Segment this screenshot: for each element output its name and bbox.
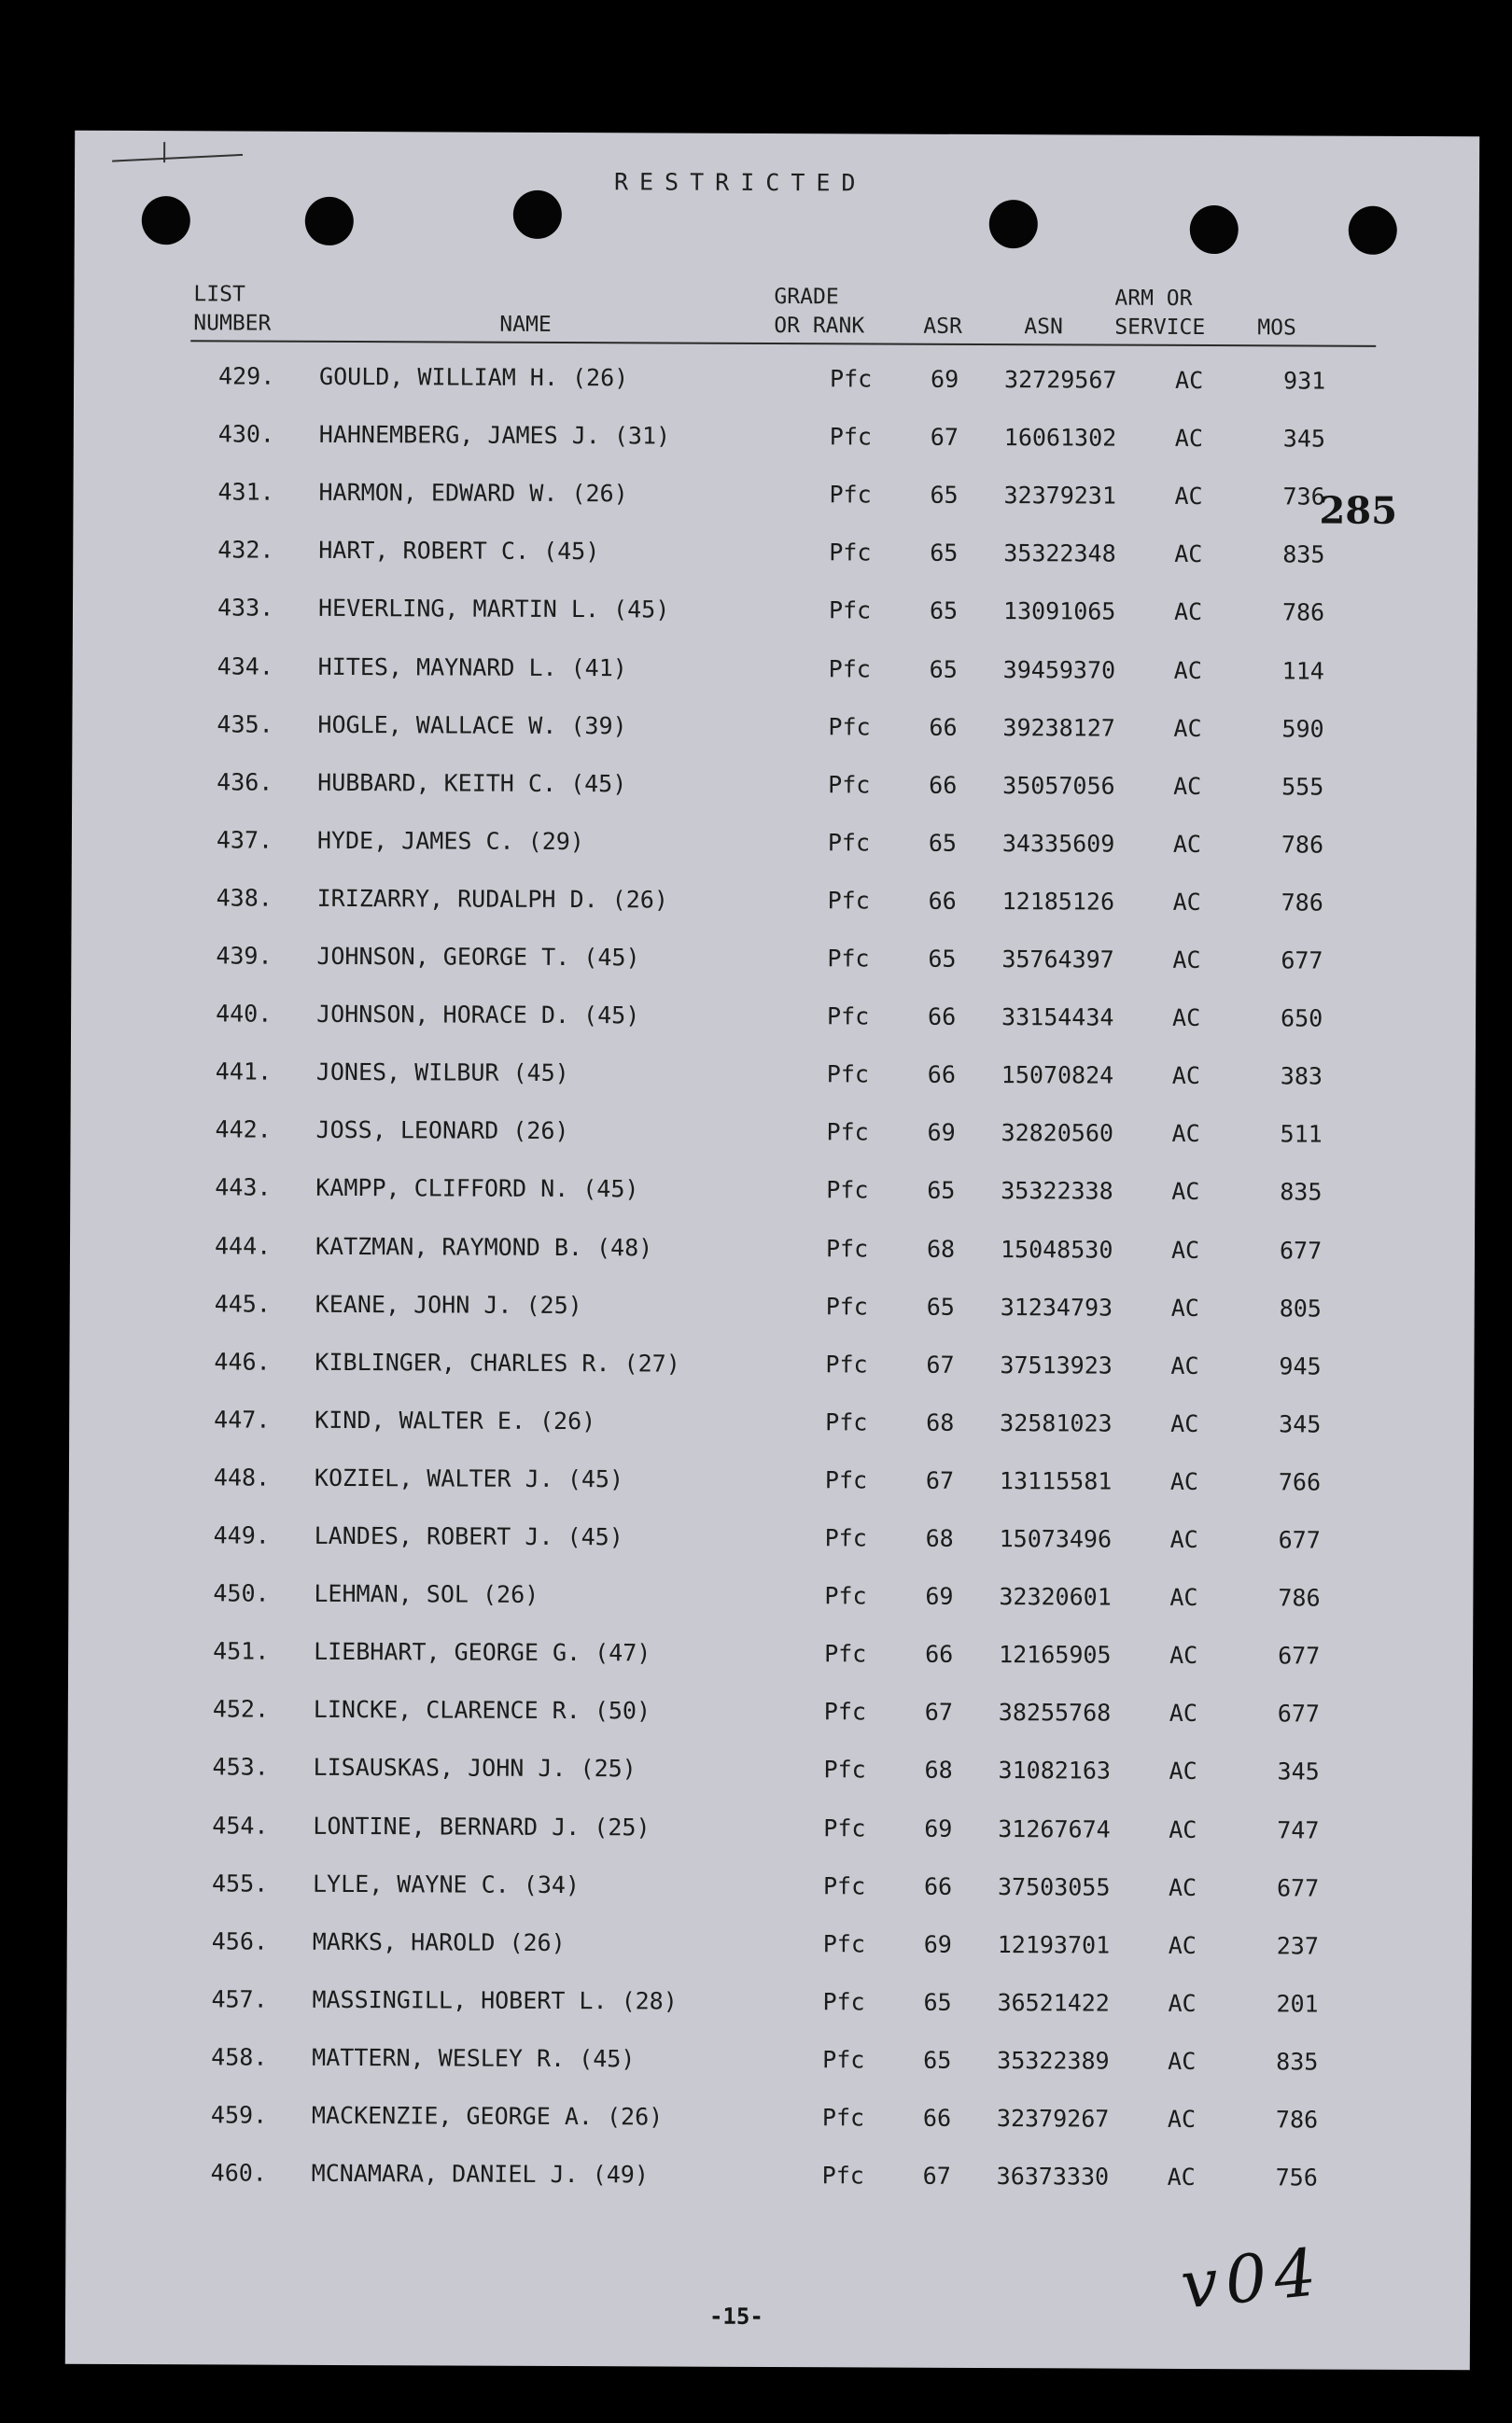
asn-cell: 35322338 [1001,1177,1113,1205]
name-cell: LIEBHART, GEORGE G. (47) [314,1637,651,1667]
mos-cell: 237 [1276,1932,1319,1960]
table-row [68,1637,1473,1681]
asn-cell: 13115581 [999,1467,1113,1495]
list-number-cell: 458. [211,2043,268,2071]
asn-cell: 36521422 [997,1989,1110,2017]
arm-service-cell: AC [1170,1352,1199,1380]
table-row [72,826,1477,870]
mos-cell: 677 [1279,1237,1323,1265]
table-row [74,362,1478,406]
table-row [70,1290,1475,1334]
table-row [68,1579,1473,1623]
table-row [67,1753,1472,1797]
asn-cell: 16061302 [1003,424,1117,452]
arm-service-cell: AC [1169,1467,1199,1495]
list-number-cell: 460. [210,2159,267,2187]
grade-rank-cell: Pfc [824,1524,867,1552]
asr-cell: 67 [924,1698,954,1726]
arm-service-cell: AC [1171,1061,1200,1089]
mos-cell: 677 [1278,1526,1321,1554]
list-number-cell: 456. [211,1927,269,1955]
name-cell: KEANE, JOHN J. (25) [315,1290,582,1320]
punch-hole [989,200,1038,248]
list-number-cell: 437. [216,826,273,854]
classification-title: RESTRICTED [613,168,867,197]
mos-cell: 677 [1277,1700,1321,1728]
list-number-cell: 436. [217,768,273,796]
asn-cell: 35764397 [1001,945,1114,973]
asn-cell: 32320601 [999,1583,1112,1611]
name-cell: MACKENZIE, GEORGE A. (26) [311,2101,664,2131]
col-header-list-number: LIST NUMBER [193,282,272,336]
table-row [69,1521,1474,1565]
list-number-cell: 444. [214,1232,272,1260]
arm-service-cell: AC [1172,1003,1201,1031]
margin-scribble [163,142,165,162]
mos-cell: 555 [1281,773,1324,801]
mos-cell: 383 [1280,1062,1323,1090]
name-cell: LANDES, ROBERT J. (45) [314,1521,623,1551]
punch-hole [513,190,562,239]
name-cell: HYDE, JAMES C. (29) [316,826,584,856]
list-number-cell: 435. [217,710,273,738]
list-number-cell: 440. [216,1000,273,1028]
asn-cell: 32729567 [1004,366,1117,394]
grade-rank-cell: Pfc [829,481,872,509]
mos-cell: 736 [1282,483,1325,511]
mos-cell: 945 [1279,1352,1322,1380]
table-row [73,536,1477,580]
grade-rank-cell: Pfc [827,1002,870,1030]
grade-rank-cell: Pfc [827,945,870,973]
grade-rank-cell: Pfc [822,1988,865,2016]
list-number-cell: 452. [212,1695,270,1723]
asr-cell: 66 [923,1872,953,1900]
grade-rank-cell: Pfc [824,1582,867,1610]
col-header-asr: ASR [923,314,962,339]
table-row [71,1057,1476,1101]
asn-cell: 37513923 [1000,1352,1113,1380]
table-row [66,2159,1471,2203]
mos-cell: 786 [1281,889,1323,917]
asn-cell: 31082163 [998,1757,1112,1785]
stamp-number: 285 [1319,488,1398,533]
mos-cell: 786 [1281,831,1324,859]
asn-cell: 38255768 [998,1699,1112,1727]
name-cell: MASSINGILL, HOBERT L. (28) [312,1985,678,2015]
table-row [73,594,1477,637]
arm-service-cell: AC [1172,830,1202,859]
asr-cell: 66 [927,1060,956,1088]
grade-rank-cell: Pfc [824,1466,868,1494]
name-cell: KAMPP, CLIFFORD N. (45) [315,1173,639,1203]
table-row [69,1348,1474,1392]
list-number-cell: 448. [213,1464,271,1492]
asr-cell: 66 [925,1640,954,1668]
mos-cell: 805 [1279,1295,1322,1323]
arm-service-cell: AC [1171,1119,1200,1147]
arm-service-cell: AC [1169,1525,1198,1553]
name-cell: HOGLE, WALLACE W. (39) [317,710,627,740]
grade-rank-cell: Pfc [821,2162,864,2190]
list-number-cell: 442. [215,1115,272,1143]
table-row [71,1000,1476,1043]
mos-cell: 747 [1277,1816,1320,1844]
asr-cell: 68 [926,1408,955,1436]
list-number-cell: 443. [215,1173,272,1201]
grade-rank-cell: Pfc [826,1176,869,1204]
punch-hole [1349,206,1397,255]
grade-rank-cell: Pfc [828,596,872,624]
arm-service-cell: AC [1170,1409,1199,1437]
grade-rank-cell: Pfc [825,1293,868,1321]
arm-service-cell: AC [1167,2163,1196,2191]
name-cell: HEVERLING, MARTIN L. (45) [317,594,670,623]
grade-rank-cell: Pfc [821,2104,865,2132]
mos-cell: 786 [1278,1584,1321,1612]
asn-cell: 35322348 [1003,539,1116,567]
list-number-cell: 459. [210,2101,268,2129]
asr-cell: 65 [929,596,959,624]
asr-cell: 65 [928,945,957,973]
mos-cell: 590 [1281,715,1324,743]
list-number-cell: 455. [211,1870,269,1898]
list-number-cell: 457. [211,1985,268,2013]
grade-rank-cell: Pfc [826,1118,869,1146]
col-header-name: NAME [499,312,552,337]
arm-service-cell: AC [1168,1873,1197,1901]
mos-cell: 835 [1280,1178,1323,1206]
table-row [66,2043,1471,2087]
col-header-asn: ASN [1024,315,1063,340]
grade-rank-cell: Pfc [828,771,871,799]
asn-cell: 13091065 [1002,597,1116,625]
grade-rank-cell: Pfc [829,423,873,451]
asr-cell: 67 [930,423,959,451]
asn-cell: 32379231 [1003,482,1117,510]
name-cell: JOSS, LEONARD (26) [315,1115,569,1145]
asn-cell: 31267674 [998,1815,1111,1843]
asn-cell: 32820560 [1001,1119,1114,1147]
grade-rank-cell: Pfc [822,1872,866,1900]
handwritten-mark: v04 [1177,2233,1327,2324]
asn-cell: 35057056 [1002,772,1115,800]
grade-rank-cell: Pfc [826,1060,870,1088]
name-cell: HART, ROBERT C. (45) [318,536,600,566]
mos-cell: 114 [1281,657,1324,685]
grade-rank-cell: Pfc [822,2046,865,2074]
name-cell: KIBLINGER, CHARLES R. (27) [315,1348,680,1378]
table-row [67,1812,1472,1856]
grade-rank-cell: Pfc [830,365,873,393]
grade-rank-cell: Pfc [828,655,871,683]
asn-cell: 15073496 [999,1525,1113,1553]
asr-cell: 68 [924,1756,953,1784]
margin-scribble [112,154,243,162]
asr-cell: 67 [925,1466,955,1494]
asn-cell: 31234793 [1000,1294,1113,1322]
list-number-cell: 441. [215,1057,273,1085]
asn-cell: 32379267 [996,2105,1110,2133]
arm-service-cell: AC [1172,888,1201,917]
asr-cell: 68 [926,1235,956,1263]
asr-cell: 69 [923,1930,952,1958]
grade-rank-cell: Pfc [825,1351,868,1379]
grade-rank-cell: Pfc [827,887,870,915]
asn-cell: 12185126 [1001,888,1115,916]
asr-cell: 69 [924,1814,953,1842]
mos-cell: 677 [1276,1874,1320,1902]
arm-service-cell: AC [1168,2047,1197,2075]
grade-rank-cell: Pfc [828,713,871,741]
list-number-cell: 450. [213,1579,270,1607]
name-cell: JOHNSON, GEORGE T. (45) [316,942,640,972]
mos-cell: 835 [1276,2048,1319,2076]
asr-cell: 66 [922,2104,952,2132]
mos-cell: 511 [1280,1120,1323,1148]
list-number-cell: 451. [213,1637,270,1665]
table-row [73,478,1477,522]
list-number-cell: 430. [217,420,275,448]
arm-service-cell: AC [1172,945,1201,973]
document-page [65,131,1479,2371]
arm-service-cell: AC [1168,1989,1197,2017]
table-row [67,1870,1472,1913]
arm-service-cell: AC [1169,1641,1198,1669]
grade-rank-cell: Pfc [827,829,871,857]
name-cell: LEHMAN, SOL (26) [314,1579,539,1608]
mos-cell: 835 [1282,540,1325,568]
name-cell: HAHNEMBERG, JAMES J. (31) [318,420,671,450]
table-row [74,420,1478,464]
asn-cell: 34335609 [1001,830,1115,858]
name-cell: KIND, WALTER E. (26) [315,1406,596,1436]
asn-cell: 12165905 [999,1641,1112,1669]
name-cell: LISAUSKAS, JOHN J. (25) [313,1753,637,1783]
mos-cell: 345 [1277,1758,1320,1786]
arm-service-cell: AC [1173,656,1202,685]
asn-cell: 35322389 [997,2047,1110,2075]
mos-cell: 677 [1278,1642,1321,1670]
list-number-cell: 439. [216,942,273,970]
mos-cell: 786 [1281,598,1325,626]
name-cell: LONTINE, BERNARD J. (25) [313,1812,651,1842]
name-cell: LINCKE, CLARENCE R. (50) [313,1695,651,1725]
asr-cell: 66 [928,887,957,915]
arm-service-cell: AC [1174,539,1203,568]
asr-cell: 69 [931,365,959,393]
table-row [71,942,1476,986]
mos-cell: 201 [1276,1990,1319,2018]
col-header-mos: MOS [1257,315,1296,341]
table-row [67,1927,1472,1971]
table-row [73,652,1477,696]
asr-cell: 65 [927,1176,956,1204]
name-cell: KATZMAN, RAYMOND B. (48) [315,1232,653,1262]
grade-rank-cell: Pfc [825,1235,869,1263]
name-cell: MATTERN, WESLEY R. (45) [312,2043,636,2073]
asr-cell: 66 [929,713,958,741]
asr-cell: 65 [928,829,958,857]
asr-cell: 66 [928,1002,957,1030]
asn-cell: 15070824 [1001,1061,1114,1089]
mos-cell: 756 [1275,2164,1318,2192]
asr-cell: 66 [929,771,958,799]
table-row [70,1173,1475,1217]
asr-cell: 65 [923,2046,952,2074]
arm-service-cell: AC [1175,366,1204,395]
asn-cell: 15048530 [1000,1236,1113,1264]
arm-service-cell: AC [1174,424,1203,453]
arm-service-cell: AC [1174,482,1203,511]
asr-cell: 65 [930,539,959,567]
arm-service-cell: AC [1169,1757,1197,1785]
name-cell: JONES, WILBUR (45) [315,1057,569,1087]
list-number-cell: 453. [212,1753,269,1781]
arm-service-cell: AC [1167,2105,1197,2133]
asn-cell: 39238127 [1002,714,1115,742]
page-number: -15- [708,2303,763,2330]
table-row [69,1464,1474,1507]
asr-cell: 68 [925,1524,954,1552]
name-cell: JOHNSON, HORACE D. (45) [316,1000,640,1029]
table-row [68,1695,1473,1739]
mos-cell: 786 [1275,2106,1319,2134]
grade-rank-cell: Pfc [824,1640,867,1668]
name-cell: HARMON, EDWARD W. (26) [318,478,628,508]
table-row [72,768,1477,812]
grade-rank-cell: Pfc [825,1408,868,1436]
arm-service-cell: AC [1169,1815,1197,1843]
asn-cell: 39459370 [1002,656,1116,684]
asn-cell: 33154434 [1001,1003,1114,1031]
arm-service-cell: AC [1169,1699,1198,1727]
punch-hole [142,196,190,245]
arm-service-cell: AC [1168,1931,1197,1959]
asr-cell: 67 [926,1351,955,1379]
asn-cell: 36373330 [996,2163,1110,2191]
name-cell: HUBBARD, KEITH C. (45) [317,768,627,798]
list-number-cell: 449. [213,1521,270,1549]
table-row [70,1115,1475,1159]
table-row [66,2101,1471,2145]
asn-cell: 32581023 [1000,1409,1113,1437]
asr-cell: 69 [925,1582,954,1610]
arm-service-cell: AC [1170,1294,1199,1322]
arm-service-cell: AC [1171,1177,1200,1205]
mos-cell: 650 [1281,1004,1323,1032]
list-number-cell: 431. [217,478,274,506]
arm-service-cell: AC [1173,714,1202,743]
table-row [66,1985,1471,2029]
mos-cell: 345 [1282,425,1326,453]
name-cell: KOZIEL, WALTER J. (45) [314,1464,624,1493]
asr-cell: 67 [922,2162,951,2190]
list-number-cell: 445. [214,1290,272,1318]
mos-cell: 677 [1281,946,1323,974]
asr-cell: 65 [930,481,959,509]
arm-service-cell: AC [1170,1236,1200,1264]
name-cell: LYLE, WAYNE C. (34) [312,1870,581,1899]
arm-service-cell: AC [1173,772,1202,801]
list-number-cell: 446. [214,1348,271,1376]
table-row [72,710,1477,754]
asn-cell: 37503055 [997,1873,1111,1901]
list-number-cell: 433. [217,594,274,622]
arm-service-cell: AC [1173,597,1203,626]
name-cell: HITES, MAYNARD L. (41) [317,652,627,682]
grade-rank-cell: Pfc [829,539,872,567]
table-row [72,884,1477,928]
table-row [70,1232,1475,1276]
name-cell: MCNAMARA, DANIEL J. (49) [311,2159,649,2189]
col-header-grade-rank: GRADE OR RANK [774,284,865,339]
name-cell: IRIZARRY, RUDALPH D. (26) [316,884,668,914]
name-cell: MARKS, HAROLD (26) [312,1927,566,1957]
asr-cell: 65 [926,1293,955,1321]
list-number-cell: 447. [214,1406,271,1434]
grade-rank-cell: Pfc [823,1756,866,1784]
grade-rank-cell: Pfc [823,1698,867,1726]
asr-cell: 65 [923,1988,952,2016]
punch-hole [305,197,354,245]
grade-rank-cell: Pfc [822,1930,865,1958]
list-number-cell: 432. [217,536,274,564]
mos-cell: 345 [1279,1410,1322,1438]
arm-service-cell: AC [1169,1583,1198,1611]
asn-cell: 12193701 [997,1931,1111,1959]
name-cell: GOULD, WILLIAM H. (26) [319,362,629,392]
asr-cell: 65 [929,655,958,683]
table-row [69,1406,1474,1450]
list-number-cell: 438. [216,884,273,912]
list-number-cell: 429. [218,362,275,390]
col-header-arm-service: ARM OR SERVICE [1114,286,1206,341]
list-number-cell: 454. [212,1812,269,1840]
punch-hole [1190,205,1239,254]
asr-cell: 69 [927,1118,956,1146]
mos-cell: 931 [1283,367,1326,395]
list-number-cell: 434. [217,652,274,680]
grade-rank-cell: Pfc [823,1814,866,1842]
mos-cell: 766 [1278,1468,1322,1496]
